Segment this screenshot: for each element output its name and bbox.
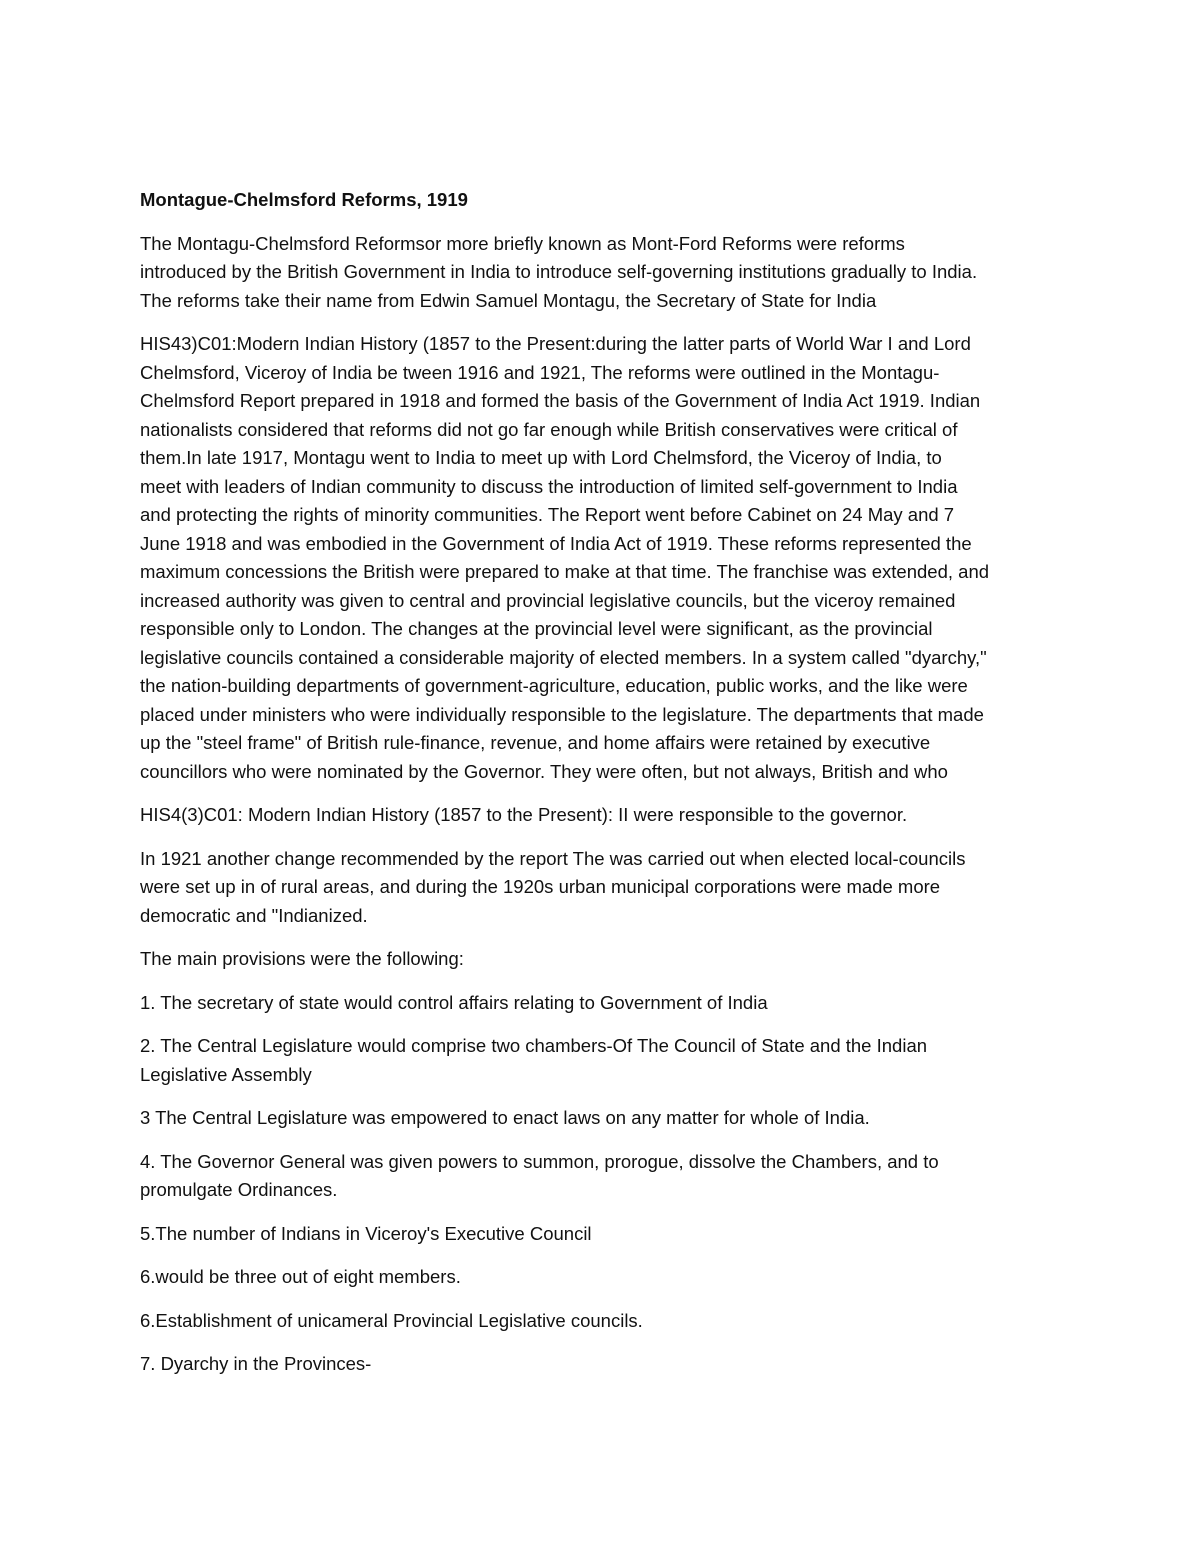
text-line: the nation-building departments of government-agriculture, education, public works, and the like were bbox=[140, 675, 968, 696]
text-line: legislative councils contained a considerable majority of elected members. In a system called "dyarchy," bbox=[140, 646, 987, 668]
text-line: introduced by the British Government in India to introduce self-governing institutions gradually to India. bbox=[140, 261, 978, 282]
text-line: them.In late 1917, Montagu went to India to meet up with Lord Chelmsford, the Viceroy of India, to bbox=[140, 447, 942, 468]
text-line: 5.The number of Indians in Viceroy's Executive Council bbox=[140, 1222, 592, 1244]
paragraph-intro bbox=[140, 230, 1080, 316]
text-line: responsible only to London. The changes at the provincial level were significant, as the provincial bbox=[140, 618, 933, 639]
text-line: 6.would be three out of eight members. bbox=[140, 1266, 461, 1287]
provision-item bbox=[140, 1104, 1080, 1133]
text-line: HIS43)C01:Modern Indian History (1857 to the Present:during the latter parts of World War I and Lord bbox=[140, 333, 971, 354]
text-line: 6.Establishment of unicameral Provincial Legislative councils. bbox=[140, 1309, 643, 1331]
text-line: Legislative Assembly bbox=[140, 1063, 312, 1085]
text-line: councillors who were nominated by the Governor. They were often, but not always, British and who bbox=[140, 760, 948, 782]
provision-item bbox=[140, 1220, 1080, 1249]
text-line: 1. The secretary of state would control affairs relating to Government of India bbox=[140, 991, 768, 1013]
provisions-heading bbox=[140, 945, 1080, 974]
paragraph-course-code bbox=[140, 801, 1080, 830]
text-line: and protecting the rights of minority communities. The Report went before Cabinet on 24 May and 7 bbox=[140, 504, 955, 525]
text-line: The reforms take their name from Edwin Samuel Montagu, the Secretary of State for India bbox=[140, 289, 877, 311]
text-line: The Montagu-Chelmsford Reformsor more briefly known as Mont-Ford Reforms were reforms bbox=[140, 232, 905, 254]
text-line: nationalists considered that reforms did not go far enough while British conservatives were critical of bbox=[140, 418, 958, 440]
text-line: up the "steel frame" of British rule-finance, revenue, and home affairs were retained by executive bbox=[140, 732, 931, 753]
text-line: were set up in of rural areas, and during the 1920s urban municipal corporations were made more bbox=[140, 876, 941, 897]
text-line: increased authority was given to central and provincial legislative councils, but the viceroy remained bbox=[140, 589, 956, 611]
provision-item bbox=[140, 1263, 1080, 1292]
provision-item bbox=[140, 1032, 1080, 1089]
paragraph-1921-change bbox=[140, 845, 1080, 931]
document-page bbox=[140, 186, 1080, 1394]
text-line: meet with leaders of Indian community to discuss the introduction of limited self-government to India bbox=[140, 475, 958, 497]
text-line: democratic and "Indianized. bbox=[140, 904, 368, 926]
text-line: promulgate Ordinances. bbox=[140, 1179, 338, 1200]
paragraph-history bbox=[140, 330, 1080, 786]
text-line: HIS4(3)C01: Modern Indian History (1857 to the Present): II were responsible to the governor. bbox=[140, 804, 908, 825]
text-line: placed under ministers who were individually responsible to the legislature. The departments that made bbox=[140, 703, 984, 725]
text-line: In 1921 another change recommended by the report The was carried out when elected local-councils bbox=[140, 847, 966, 869]
text-line: 3 The Central Legislature was empowered to enact laws on any matter for whole of India. bbox=[140, 1107, 870, 1128]
text-line: maximum concessions the British were prepared to make at that time. The franchise was extended, and bbox=[140, 561, 990, 582]
provision-item bbox=[140, 1350, 1080, 1379]
provision-item bbox=[140, 1148, 1080, 1205]
provision-item bbox=[140, 1307, 1080, 1336]
text-line: 7. Dyarchy in the Provinces- bbox=[140, 1353, 372, 1374]
document-title: Montague-Chelmsford Reforms, 1919 bbox=[140, 189, 468, 210]
text-line: The main provisions were the following: bbox=[140, 948, 464, 969]
text-line: June 1918 and was embodied in the Government of India Act of 1919. These reforms represented the bbox=[140, 532, 972, 554]
text-line: 4. The Governor General was given powers to summon, prorogue, dissolve the Chambers, and to bbox=[140, 1150, 939, 1172]
text-line: Chelmsford, Viceroy of India be tween 1916 and 1921, The reforms were outlined in the Montagu- bbox=[140, 361, 940, 383]
text-line: 2. The Central Legislature would comprise two chambers-Of The Council of State and the Indian bbox=[140, 1035, 928, 1056]
text-line: Chelmsford Report prepared in 1918 and formed the basis of the Government of India Act 1919. Indian bbox=[140, 390, 981, 411]
provision-item bbox=[140, 989, 1080, 1018]
